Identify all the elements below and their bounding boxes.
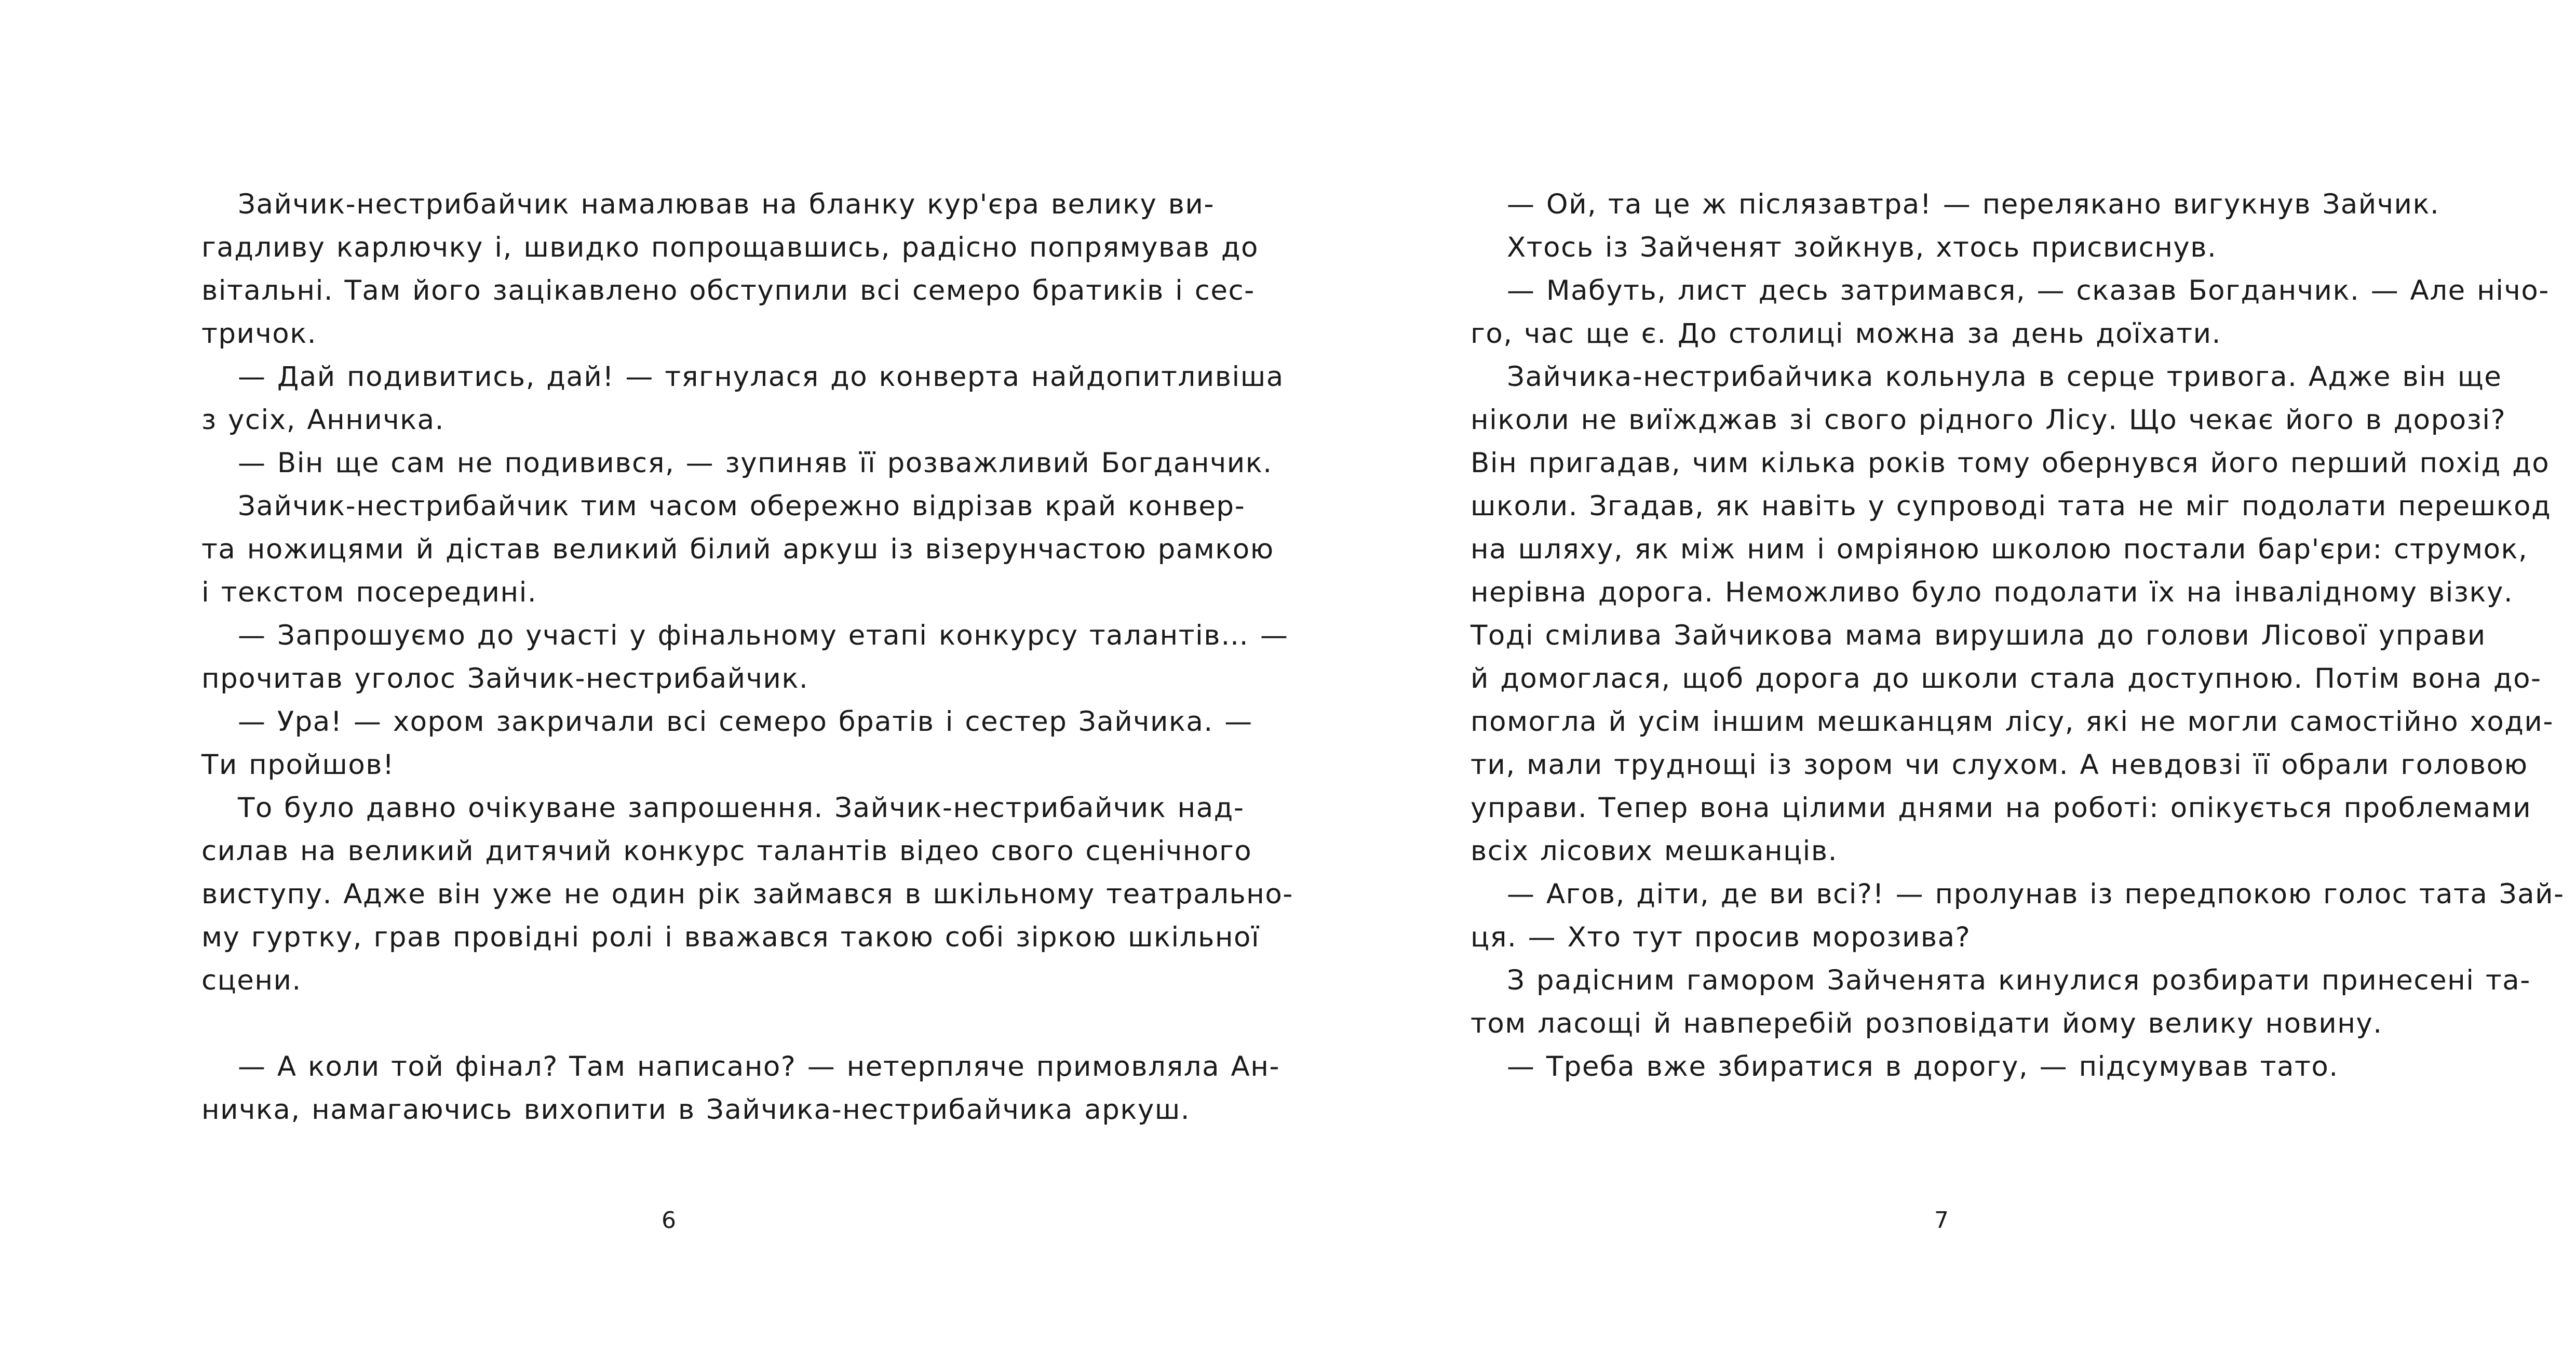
text-line: Він пригадав, чим кілька років тому обернувся його перший похід до xyxy=(1471,447,2550,479)
text-line: — Мабуть, лист десь затримався, — сказав Богданчик. — Але нічо- xyxy=(1507,275,2550,306)
text-line: з усіх, Анничка. xyxy=(201,404,444,436)
text-line: ніколи не виїжджав зі свого рідного Лісу. Що чекає його в дорозі? xyxy=(1471,404,2506,436)
text-line: го, час ще є. До столиці можна за день доїхати. xyxy=(1471,318,2221,350)
paragraph-gap xyxy=(201,1002,1136,1045)
text-line: Ти пройшов! xyxy=(201,749,395,781)
text-line: прочитав уголос Зайчик-нестрибайчик. xyxy=(201,663,809,694)
text-line: му гуртку, грав провідні ролі і вважався такою собі зіркою шкільної xyxy=(201,921,1260,953)
page-number: 7 xyxy=(1934,1207,1949,1234)
text-line: — Ой, та це ж післязавтра! — перелякано вигукнув Зайчик. xyxy=(1507,189,2440,220)
text-line: ця. — Хто тут просив морозива? xyxy=(1471,921,1971,953)
text-line: нерівна дорога. Неможливо було подолати їх на інвалідному візку. xyxy=(1471,577,2514,608)
text-line: То було давно очікуване запрошення. Зайчик-нестрибайчик над- xyxy=(238,792,1245,824)
text-line: Хтось із Зайченят зойкнув, хтось присвиснув. xyxy=(1507,232,2217,263)
text-line: — Треба вже збиратися в дорогу, — підсумував тато. xyxy=(1507,1051,2339,1082)
text-line: і текстом посередині. xyxy=(201,577,537,608)
text-line: й домоглася, щоб дорога до школи стала доступною. Потім вона до- xyxy=(1471,663,2542,694)
left-page-text xyxy=(201,183,1293,1131)
right-page xyxy=(1288,0,2576,1350)
text-line: гадливу карлючку і, швидко попрощавшись, радісно попрямував до xyxy=(201,232,1259,263)
text-line: — А коли той фінал? Там написано? — нетерпляче примовляла Ан- xyxy=(238,1051,1280,1082)
page-number: 6 xyxy=(662,1207,676,1234)
text-line: Зайчик-нестрибайчик намалював на бланку кур'єра велику ви- xyxy=(238,189,1215,220)
text-line: тричок. xyxy=(201,318,317,350)
text-line: вітальні. Там його зацікавлено обступили всі семеро братиків і сес- xyxy=(201,275,1255,306)
right-page-text xyxy=(1471,183,2565,1088)
text-line: на шляху, як між ним і омріяною школою постали бар'єри: струмок, xyxy=(1471,533,2528,565)
text-line: всіх лісових мешканців. xyxy=(1471,835,1838,867)
text-line: — Дай подивитись, дай! — тягнулася до конверта найдопитливіша xyxy=(238,361,1284,393)
text-line: — Ура! — хором закричали всі семеро братів і сестер Зайчика. — xyxy=(238,706,1253,738)
text-line: Зайчика-нестрибайчика кольнула в серце тривога. Адже він ще xyxy=(1507,361,2502,393)
text-line: — Запрошуємо до участі у фінальному етапі конкурсу талантів… — xyxy=(238,620,1289,651)
text-line: Тоді смілива Зайчикова мама вирушила до голови Лісової управи xyxy=(1471,620,2486,651)
text-line: виступу. Адже він уже не один рік займався в шкільному театрально- xyxy=(201,878,1293,910)
text-line: ничка, намагаючись вихопити в Зайчика-нестрибайчика аркуш. xyxy=(201,1094,1191,1126)
text-line: — Він ще сам не подивився, — зупиняв її розважливий Богданчик. xyxy=(238,447,1273,479)
text-line: школи. Згадав, як навіть у супроводі тата не міг подолати перешкод xyxy=(1471,490,2552,522)
text-line: помогла й усім іншим мешканцям лісу, які не могли самостійно ходи- xyxy=(1471,706,2554,738)
text-line: та ножицями й дістав великий білий аркуш із візерунчастою рамкою xyxy=(201,533,1274,565)
text-line: сцени. xyxy=(201,965,302,996)
text-line: силав на великий дитячий конкурс талантів відео свого сценічного xyxy=(201,835,1252,867)
text-line: том ласощі й навперебій розповідати йому велику новину. xyxy=(1471,1008,2383,1039)
text-line: З радісним гамором Зайченята кинулися розбирати принесені та- xyxy=(1507,965,2531,996)
text-line: ти, мали труднощі із зором чи слухом. А невдовзі її обрали головою xyxy=(1471,749,2528,781)
text-line: управи. Тепер вона цілими днями на роботі: опікується проблемами xyxy=(1471,792,2532,824)
text-line: — Агов, діти, де ви всі?! — пролунав із передпокою голос тата Зай- xyxy=(1507,878,2565,910)
text-line: Зайчик-нестрибайчик тим часом обережно відрізав край конвер- xyxy=(238,490,1246,522)
